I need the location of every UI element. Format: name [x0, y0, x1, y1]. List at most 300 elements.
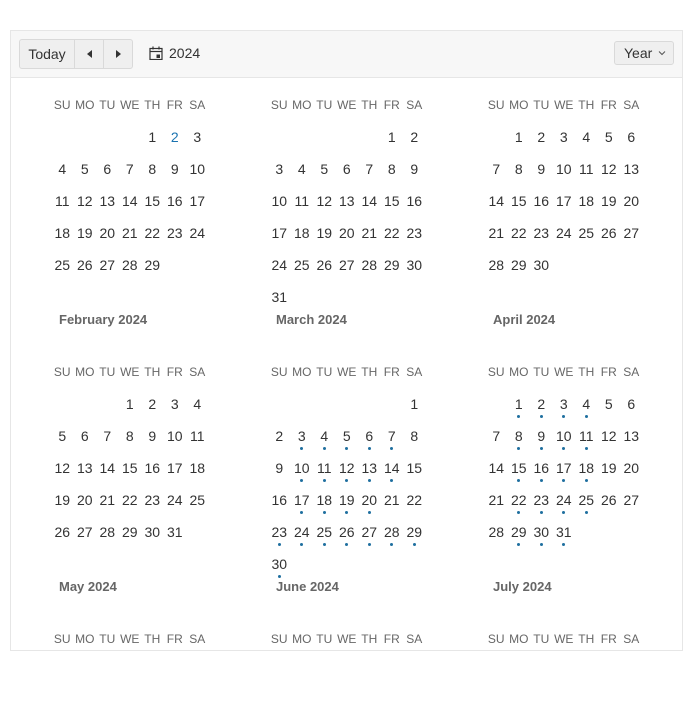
- day-cell[interactable]: 9: [275, 460, 284, 476]
- day-cell[interactable]: 2: [410, 129, 419, 145]
- weekday-label: TH: [361, 632, 378, 646]
- day-cell[interactable]: 18: [293, 225, 310, 241]
- weekday-label: MO: [509, 632, 529, 646]
- day-cell[interactable]: 12: [76, 193, 93, 209]
- weekday-label: WE: [554, 365, 574, 379]
- event-dot-icon: [323, 447, 326, 450]
- weekday-label: TU: [533, 632, 550, 646]
- weekday-label: SA: [623, 632, 640, 646]
- weekday-label: TU: [99, 365, 116, 379]
- weekday-label: SA: [189, 98, 206, 112]
- day-cell[interactable]: 7: [381, 428, 404, 444]
- day-cell[interactable]: 18: [54, 225, 71, 241]
- day-cell[interactable]: 30: [268, 556, 291, 572]
- day-cell[interactable]: 3: [170, 396, 179, 412]
- day-cell[interactable]: 23: [268, 524, 291, 540]
- weekday-label: SU: [487, 365, 505, 379]
- day-cell[interactable]: 19: [316, 225, 333, 241]
- day-cell[interactable]: 16: [271, 492, 288, 508]
- caret-right-icon: [116, 50, 121, 58]
- day-cell[interactable]: 31: [166, 524, 183, 540]
- day-cell[interactable]: 6: [342, 161, 351, 177]
- event-dot-icon: [585, 479, 588, 482]
- day-cell[interactable]: 26: [336, 524, 359, 540]
- event-dot-icon: [300, 447, 303, 450]
- weekday-label: FR: [166, 98, 183, 112]
- day-cell[interactable]: 8: [508, 428, 531, 444]
- caret-left-icon: [87, 50, 92, 58]
- day-cell[interactable]: 24: [166, 492, 183, 508]
- event-dot-icon: [323, 543, 326, 546]
- weekday-label: WE: [554, 632, 574, 646]
- day-cell[interactable]: 14: [381, 460, 404, 476]
- day-cell[interactable]: 13: [338, 193, 355, 209]
- day-cell[interactable]: 17: [189, 193, 206, 209]
- day-cell[interactable]: 5: [320, 161, 329, 177]
- weekday-label: WE: [120, 98, 140, 112]
- weekday-label: SU: [53, 365, 71, 379]
- day-cell[interactable]: 15: [510, 193, 527, 209]
- event-dot-icon: [585, 415, 588, 418]
- day-cell[interactable]: 14: [361, 193, 378, 209]
- day-cell[interactable]: 20: [99, 225, 116, 241]
- event-dot-icon: [278, 543, 281, 546]
- event-dot-icon: [540, 415, 543, 418]
- day-cell[interactable]: 4: [297, 161, 306, 177]
- weekday-label: MO: [75, 365, 95, 379]
- day-cell[interactable]: 7: [365, 161, 374, 177]
- event-dot-icon: [345, 447, 348, 450]
- event-dot-icon: [562, 415, 565, 418]
- day-cell[interactable]: 23: [530, 492, 553, 508]
- day-cell[interactable]: 22: [406, 492, 423, 508]
- event-dot-icon: [540, 479, 543, 482]
- day-cell[interactable]: 6: [627, 129, 636, 145]
- day-cell[interactable]: 1: [508, 396, 531, 412]
- day-cell[interactable]: 3: [193, 129, 202, 145]
- day-cell[interactable]: 15: [121, 460, 138, 476]
- event-dot-icon: [540, 447, 543, 450]
- day-cell[interactable]: 29: [510, 257, 527, 273]
- weekday-header: [51, 632, 211, 650]
- next-button[interactable]: [104, 40, 132, 68]
- today-button[interactable]: Today: [20, 40, 75, 68]
- day-cell[interactable]: 5: [604, 396, 613, 412]
- day-cell[interactable]: 29: [508, 524, 531, 540]
- weekday-label: MO: [75, 98, 95, 112]
- event-dot-icon: [390, 479, 393, 482]
- weekday-label: TH: [578, 98, 595, 112]
- day-cell[interactable]: 19: [336, 492, 359, 508]
- day-cell[interactable]: 25: [54, 257, 71, 273]
- day-cell[interactable]: 12: [54, 460, 71, 476]
- event-dot-icon: [300, 543, 303, 546]
- weekday-label: FR: [166, 632, 183, 646]
- day-cell[interactable]: 20: [623, 460, 640, 476]
- weekday-header: [485, 365, 645, 385]
- day-cell[interactable]: 18: [189, 460, 206, 476]
- day-cell[interactable]: 21: [383, 492, 400, 508]
- weekday-label: SU: [487, 98, 505, 112]
- day-cell[interactable]: 28: [488, 257, 505, 273]
- day-cell[interactable]: 16: [530, 460, 553, 476]
- weekday-label: WE: [120, 365, 140, 379]
- day-cell[interactable]: 25: [578, 225, 595, 241]
- day-cell[interactable]: 4: [193, 396, 202, 412]
- day-cell[interactable]: 3: [275, 161, 284, 177]
- day-cell[interactable]: 7: [103, 428, 112, 444]
- event-dot-icon: [517, 447, 520, 450]
- month-title: February 2024: [59, 312, 148, 327]
- day-cell[interactable]: 3: [559, 129, 568, 145]
- weekday-label: TH: [578, 632, 595, 646]
- event-dot-icon: [562, 511, 565, 514]
- day-cell[interactable]: 4: [313, 428, 336, 444]
- weekday-header: [268, 632, 428, 650]
- day-cell[interactable]: 7: [492, 161, 501, 177]
- day-cell[interactable]: 24: [271, 257, 288, 273]
- weekday-header: [51, 365, 211, 385]
- day-cell[interactable]: 9: [530, 428, 553, 444]
- day-cell[interactable]: 10: [555, 161, 572, 177]
- day-cell[interactable]: 19: [600, 193, 617, 209]
- weekday-label: FR: [383, 632, 400, 646]
- day-cell[interactable]: 3: [553, 396, 576, 412]
- weekday-label: FR: [166, 365, 183, 379]
- day-cell[interactable]: 6: [103, 161, 112, 177]
- month-title: March 2024: [276, 312, 347, 327]
- day-cell[interactable]: 19: [600, 460, 617, 476]
- day-cell[interactable]: 25: [293, 257, 310, 273]
- event-dot-icon: [540, 511, 543, 514]
- day-cell[interactable]: 2: [537, 129, 546, 145]
- weekday-label: TU: [533, 98, 550, 112]
- weekday-label: TU: [99, 98, 116, 112]
- day-cell[interactable]: 27: [76, 524, 93, 540]
- weekday-label: FR: [383, 365, 400, 379]
- day-cell[interactable]: 23: [406, 225, 423, 241]
- event-dot-icon: [368, 479, 371, 482]
- day-cell[interactable]: 1: [410, 396, 419, 412]
- day-cell[interactable]: 10: [291, 460, 314, 476]
- day-cell[interactable]: 15: [406, 460, 423, 476]
- weekday-label: TH: [361, 98, 378, 112]
- event-dot-icon: [345, 479, 348, 482]
- weekday-label: MO: [509, 365, 529, 379]
- day-cell[interactable]: 30: [144, 524, 161, 540]
- weekday-header: [268, 365, 428, 385]
- day-cell[interactable]: 13: [76, 460, 93, 476]
- day-cell[interactable]: 6: [627, 396, 636, 412]
- day-cell[interactable]: 16: [166, 193, 183, 209]
- event-dot-icon: [300, 511, 303, 514]
- day-cell[interactable]: 26: [600, 492, 617, 508]
- day-cell[interactable]: 5: [80, 161, 89, 177]
- day-cell[interactable]: 13: [623, 161, 640, 177]
- weekday-label: TH: [361, 365, 378, 379]
- day-cell[interactable]: 27: [99, 257, 116, 273]
- day-cell[interactable]: 10: [271, 193, 288, 209]
- day-cell[interactable]: 1: [148, 129, 157, 145]
- day-cell[interactable]: 12: [600, 161, 617, 177]
- day-cell[interactable]: 23: [144, 492, 161, 508]
- day-cell[interactable]: 30: [406, 257, 423, 273]
- weekday-header: [51, 98, 211, 118]
- day-cell[interactable]: 20: [358, 492, 381, 508]
- day-cell[interactable]: 29: [383, 257, 400, 273]
- day-cell[interactable]: 28: [488, 524, 505, 540]
- event-dot-icon: [562, 543, 565, 546]
- weekday-label: MO: [292, 632, 312, 646]
- day-cell[interactable]: 3: [291, 428, 314, 444]
- weekday-label: SU: [270, 365, 288, 379]
- day-cell[interactable]: 19: [54, 492, 71, 508]
- month-title: May 2024: [59, 579, 117, 594]
- year-grid: [11, 78, 682, 650]
- weekday-label: MO: [292, 98, 312, 112]
- day-cell[interactable]: 1: [387, 129, 396, 145]
- event-dot-icon: [300, 479, 303, 482]
- day-cell[interactable]: 26: [600, 225, 617, 241]
- weekday-label: SA: [189, 365, 206, 379]
- event-dot-icon: [585, 511, 588, 514]
- day-cell[interactable]: 8: [148, 161, 157, 177]
- day-cell[interactable]: 13: [623, 428, 640, 444]
- weekday-label: TU: [316, 365, 333, 379]
- weekday-label: TH: [144, 98, 161, 112]
- weekday-header: [485, 98, 645, 118]
- day-cell[interactable]: 26: [316, 257, 333, 273]
- day-cell[interactable]: 11: [189, 428, 205, 444]
- day-cell[interactable]: 26: [54, 524, 71, 540]
- day-cell[interactable]: 29: [144, 257, 161, 273]
- day-cell[interactable]: 30: [533, 257, 550, 273]
- day-cell[interactable]: 28: [381, 524, 404, 540]
- event-dot-icon: [345, 511, 348, 514]
- day-cell[interactable]: 1: [514, 129, 523, 145]
- event-dot-icon: [517, 415, 520, 418]
- day-cell[interactable]: 18: [575, 460, 598, 476]
- weekday-label: SA: [406, 98, 423, 112]
- weekday-label: SU: [53, 632, 71, 646]
- day-cell[interactable]: 1: [125, 396, 134, 412]
- weekday-label: WE: [337, 365, 357, 379]
- day-cell[interactable]: 30: [530, 524, 553, 540]
- weekday-label: WE: [337, 98, 357, 112]
- day-cell[interactable]: 24: [555, 225, 572, 241]
- day-cell[interactable]: 20: [338, 225, 355, 241]
- day-cell[interactable]: 29: [121, 524, 138, 540]
- event-dot-icon: [413, 543, 416, 546]
- day-cell[interactable]: 25: [313, 524, 336, 540]
- weekday-label: MO: [509, 98, 529, 112]
- day-cell[interactable]: 6: [80, 428, 89, 444]
- weekday-label: WE: [337, 632, 357, 646]
- day-cell[interactable]: 9: [170, 161, 179, 177]
- event-dot-icon: [562, 447, 565, 450]
- event-dot-icon: [390, 543, 393, 546]
- day-cell[interactable]: 22: [508, 492, 531, 508]
- day-cell[interactable]: 28: [361, 257, 378, 273]
- weekday-label: SU: [53, 98, 71, 112]
- day-cell[interactable]: 27: [358, 524, 381, 540]
- day-cell[interactable]: 10: [553, 428, 576, 444]
- day-cell[interactable]: 31: [553, 524, 576, 540]
- weekday-label: SA: [189, 632, 206, 646]
- day-cell[interactable]: 28: [121, 257, 138, 273]
- day-cell[interactable]: 31: [271, 289, 288, 305]
- event-dot-icon: [368, 543, 371, 546]
- day-cell[interactable]: 7: [492, 428, 501, 444]
- day-cell[interactable]: 4: [575, 396, 598, 412]
- event-dot-icon: [323, 511, 326, 514]
- weekday-header: [485, 632, 645, 650]
- day-cell[interactable]: 19: [76, 225, 93, 241]
- weekday-label: FR: [383, 98, 400, 112]
- day-cell[interactable]: 21: [488, 492, 505, 508]
- day-cell-today[interactable]: 2: [170, 129, 179, 145]
- day-cell[interactable]: 11: [313, 460, 336, 476]
- day-cell[interactable]: 27: [623, 225, 640, 241]
- day-cell[interactable]: 4: [582, 129, 591, 145]
- day-cell[interactable]: 8: [125, 428, 134, 444]
- weekday-label: TU: [316, 98, 333, 112]
- day-cell[interactable]: 11: [578, 161, 594, 177]
- day-cell[interactable]: 22: [510, 225, 527, 241]
- period-text: 2024: [169, 45, 201, 61]
- day-cell[interactable]: 8: [514, 161, 523, 177]
- day-cell[interactable]: 18: [578, 193, 595, 209]
- day-cell[interactable]: 23: [533, 225, 550, 241]
- day-cell[interactable]: 2: [275, 428, 284, 444]
- weekday-label: FR: [600, 98, 617, 112]
- day-cell[interactable]: 14: [99, 460, 116, 476]
- day-cell[interactable]: 24: [189, 225, 206, 241]
- day-cell[interactable]: 2: [530, 396, 553, 412]
- weekday-label: TH: [144, 632, 161, 646]
- day-cell[interactable]: 14: [121, 193, 138, 209]
- day-cell[interactable]: 2: [148, 396, 157, 412]
- day-cell[interactable]: 22: [144, 225, 161, 241]
- day-cell[interactable]: 5: [604, 129, 613, 145]
- day-cell[interactable]: 21: [99, 492, 116, 508]
- weekday-label: SU: [487, 632, 505, 646]
- day-cell[interactable]: 17: [555, 193, 572, 209]
- day-cell[interactable]: 26: [76, 257, 93, 273]
- day-cell[interactable]: 11: [575, 428, 598, 444]
- prev-button[interactable]: [75, 40, 104, 68]
- weekday-label: TH: [578, 365, 595, 379]
- day-cell[interactable]: 16: [144, 460, 161, 476]
- year-calendar: [10, 30, 683, 651]
- event-dot-icon: [278, 575, 281, 578]
- day-cell[interactable]: 5: [336, 428, 359, 444]
- day-cell[interactable]: 8: [410, 428, 419, 444]
- day-cell[interactable]: 16: [406, 193, 423, 209]
- day-cell[interactable]: 17: [166, 460, 183, 476]
- day-cell[interactable]: 25: [575, 492, 598, 508]
- weekday-label: FR: [600, 632, 617, 646]
- event-dot-icon: [517, 479, 520, 482]
- day-cell[interactable]: 23: [166, 225, 183, 241]
- day-cell[interactable]: 25: [189, 492, 206, 508]
- day-cell[interactable]: 22: [383, 225, 400, 241]
- weekday-label: SU: [270, 632, 288, 646]
- day-cell[interactable]: 21: [488, 225, 505, 241]
- day-cell[interactable]: 17: [291, 492, 314, 508]
- event-dot-icon: [345, 543, 348, 546]
- weekday-label: SA: [406, 632, 423, 646]
- calendar-toolbar: [11, 31, 682, 78]
- day-cell[interactable]: 10: [166, 428, 183, 444]
- day-cell[interactable]: 9: [537, 161, 546, 177]
- day-cell[interactable]: 10: [189, 161, 206, 177]
- day-cell[interactable]: 15: [144, 193, 161, 209]
- day-cell[interactable]: 21: [121, 225, 138, 241]
- day-cell[interactable]: 17: [271, 225, 288, 241]
- day-cell[interactable]: 7: [125, 161, 134, 177]
- day-cell[interactable]: 9: [410, 161, 419, 177]
- weekday-label: SA: [623, 98, 640, 112]
- day-cell[interactable]: 6: [358, 428, 381, 444]
- day-cell[interactable]: 14: [488, 460, 505, 476]
- day-cell[interactable]: 24: [553, 492, 576, 508]
- event-dot-icon: [390, 447, 393, 450]
- day-cell[interactable]: 4: [58, 161, 67, 177]
- day-cell[interactable]: 12: [600, 428, 617, 444]
- day-cell[interactable]: 13: [99, 193, 116, 209]
- view-select[interactable]: [614, 41, 674, 65]
- day-cell[interactable]: 12: [316, 193, 333, 209]
- day-cell[interactable]: 11: [54, 193, 70, 209]
- day-cell[interactable]: 13: [358, 460, 381, 476]
- day-cell[interactable]: 9: [148, 428, 157, 444]
- day-cell[interactable]: 18: [313, 492, 336, 508]
- weekday-label: TU: [533, 365, 550, 379]
- period-label[interactable]: [149, 45, 200, 61]
- month-title: June 2024: [276, 579, 339, 594]
- weekday-label: WE: [120, 632, 140, 646]
- day-cell[interactable]: 14: [488, 193, 505, 209]
- weekday-label: TU: [316, 632, 333, 646]
- day-cell[interactable]: 15: [508, 460, 531, 476]
- day-cell[interactable]: 20: [623, 193, 640, 209]
- weekday-label: MO: [292, 365, 312, 379]
- day-cell[interactable]: 22: [121, 492, 138, 508]
- day-cell[interactable]: 17: [553, 460, 576, 476]
- day-cell[interactable]: 15: [383, 193, 400, 209]
- day-cell[interactable]: 20: [76, 492, 93, 508]
- day-cell[interactable]: 11: [294, 193, 310, 209]
- day-cell[interactable]: 16: [533, 193, 550, 209]
- event-dot-icon: [517, 543, 520, 546]
- day-cell[interactable]: 8: [387, 161, 396, 177]
- weekday-label: SU: [270, 98, 288, 112]
- day-cell[interactable]: 24: [291, 524, 314, 540]
- day-cell[interactable]: 27: [338, 257, 355, 273]
- weekday-label: SA: [406, 365, 423, 379]
- chevron-down-icon: [658, 49, 666, 57]
- day-cell[interactable]: 27: [623, 492, 640, 508]
- event-dot-icon: [368, 511, 371, 514]
- event-dot-icon: [517, 511, 520, 514]
- day-cell[interactable]: 5: [58, 428, 67, 444]
- day-cell[interactable]: 21: [361, 225, 378, 241]
- day-cell[interactable]: 29: [403, 524, 426, 540]
- weekday-label: TH: [144, 365, 161, 379]
- day-cell[interactable]: 28: [99, 524, 116, 540]
- day-cell[interactable]: 12: [336, 460, 359, 476]
